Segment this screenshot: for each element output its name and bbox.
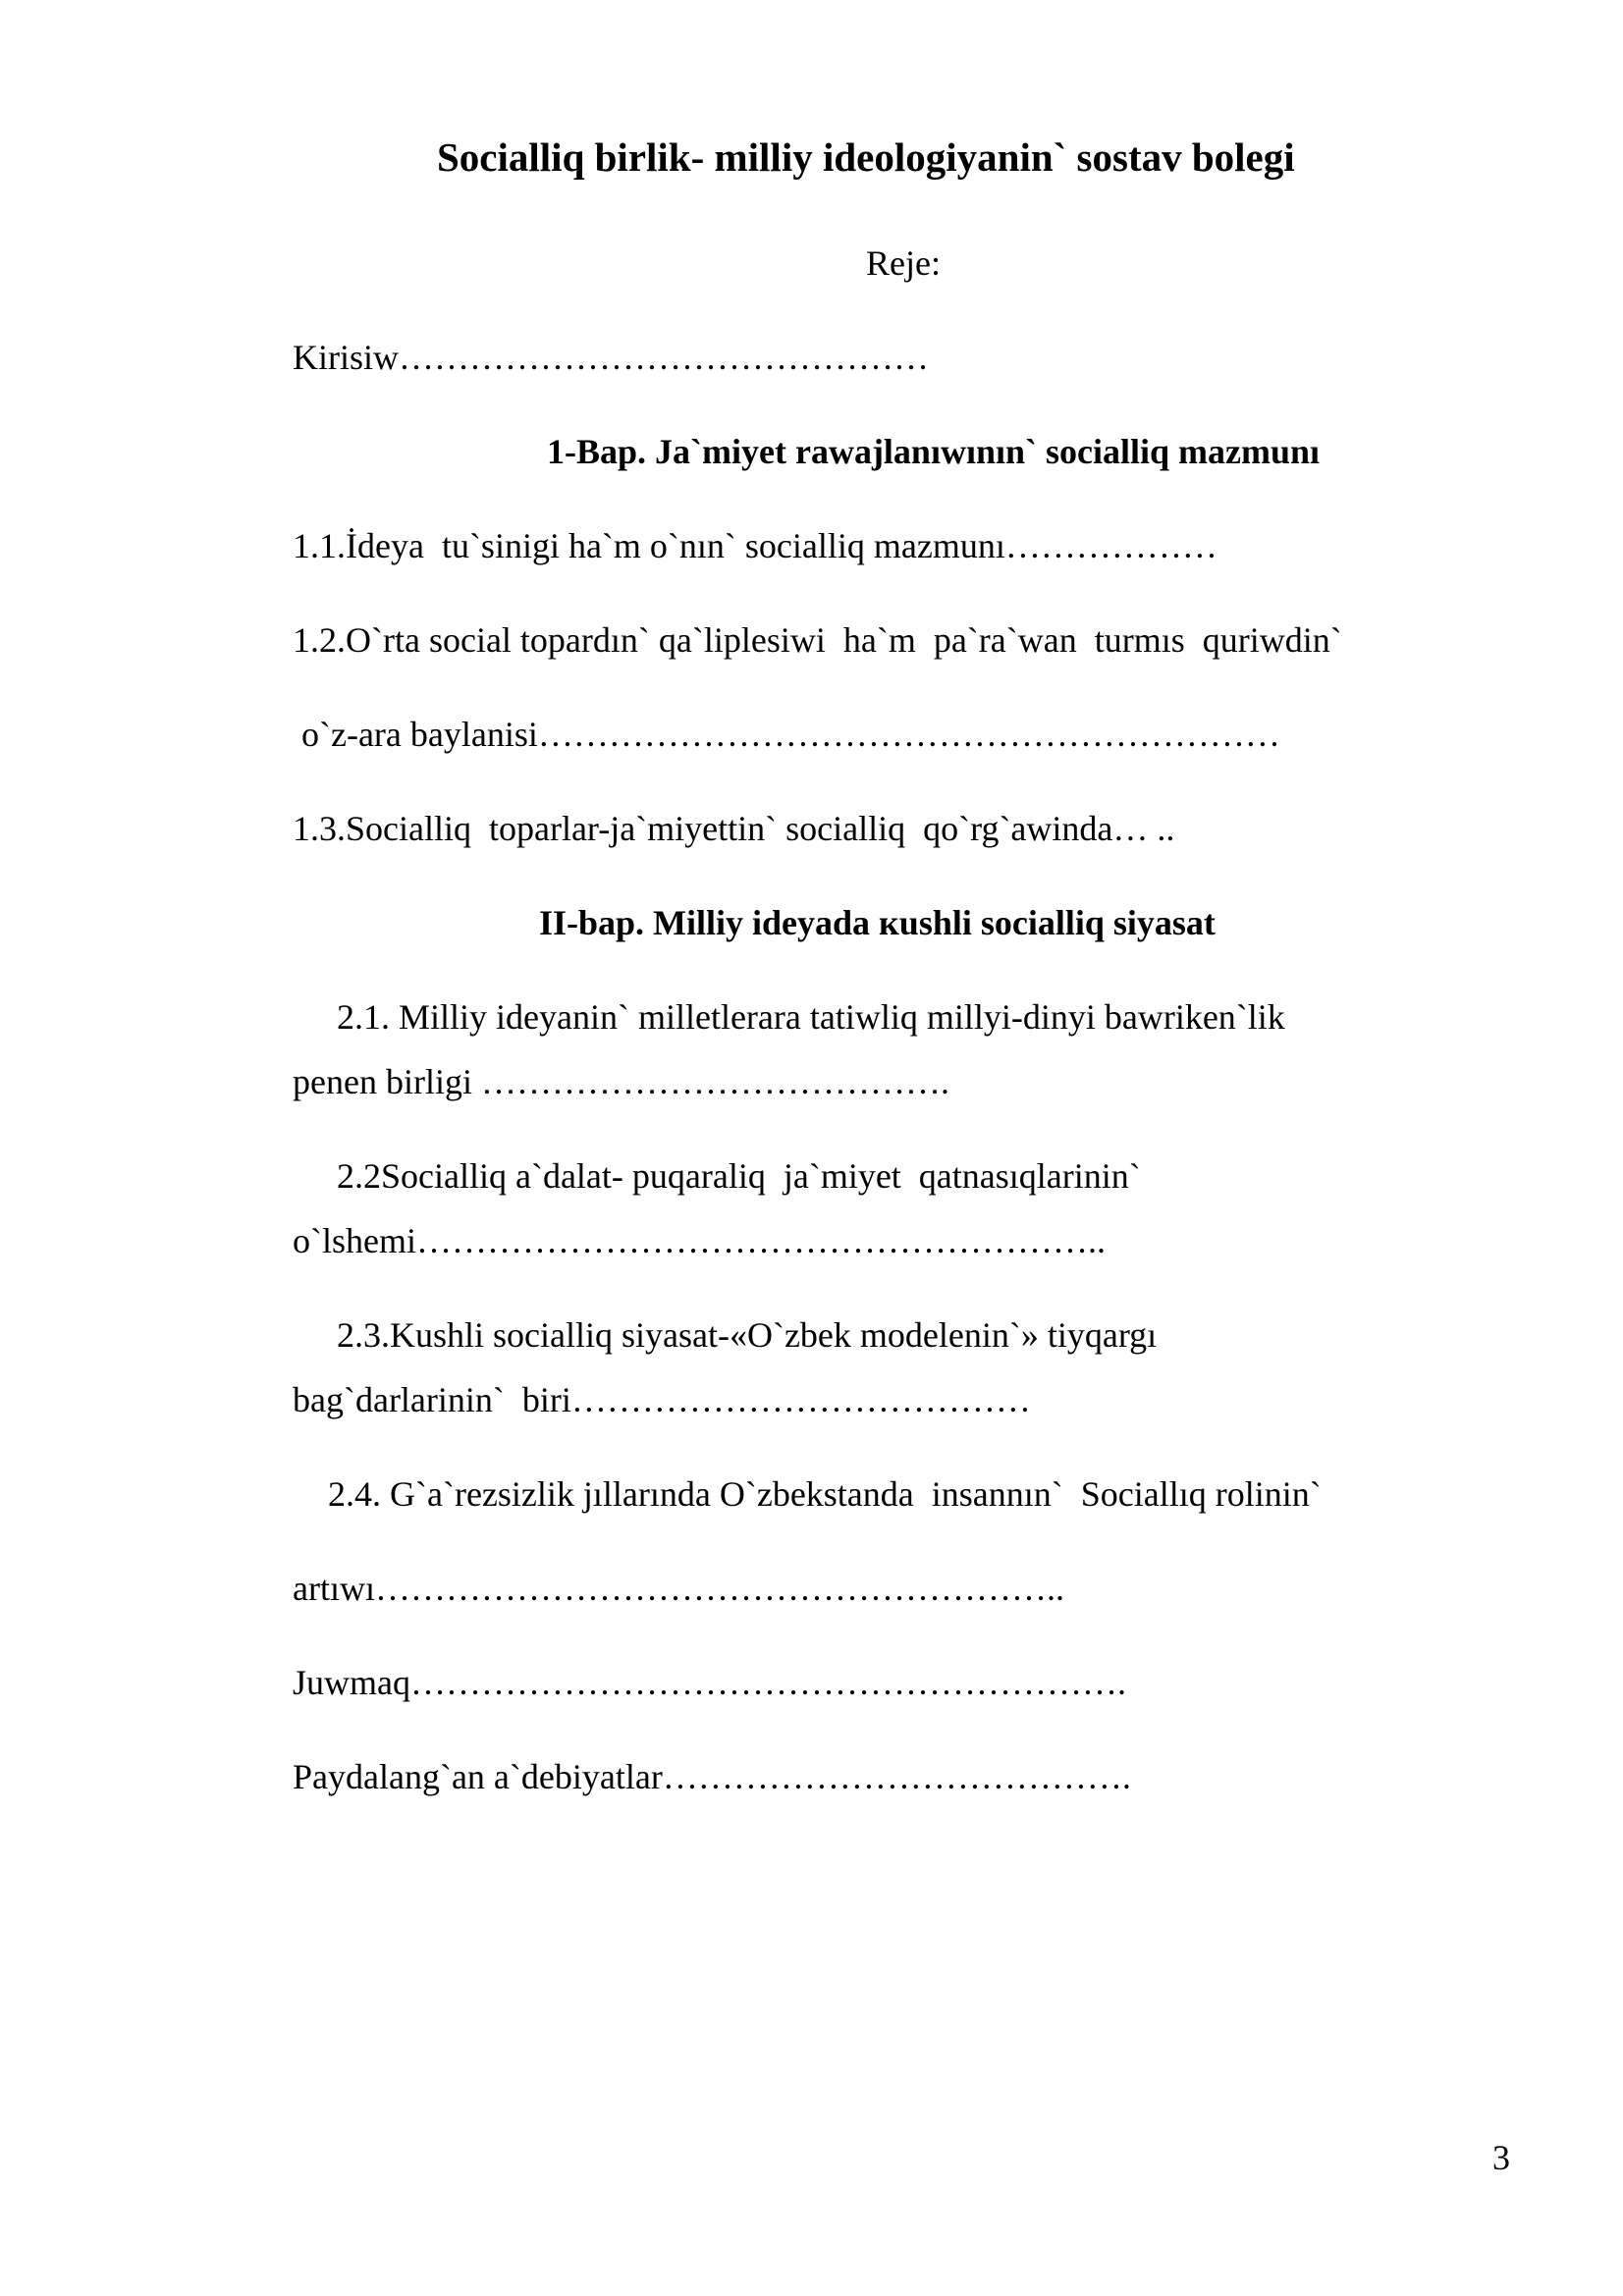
toc-references: Paydalang`an a`debiyatlar…………………………………. (293, 1757, 1131, 1796)
toc-item-2-1-line2: penen birligi …………………………………. (293, 1062, 949, 1101)
toc-item-2-3-line1: 2.3.Kushli socialliq siyasat-«O`zbek modelenin`» tiyqargı (293, 1315, 1158, 1355)
toc-item-2-1-line1: 2.1. Milliy ideyanin` milletlerara tatiwliq millyi-dinyi bawriken`lik (293, 997, 1285, 1037)
toc-item-2-3-line2: bag`darlarinin` biri………………………………… (293, 1380, 1031, 1419)
toc-item-2-2-line2: o`lshemi………………………………………………….. (293, 1221, 1106, 1260)
toc-item-2-4-line2: artıwı………………………………………………….. (293, 1569, 1064, 1608)
toc-item-1-3: 1.3.Socialliq toparlar-ja`miyettin` socialliq qo`rg`awinda… .. (293, 809, 1175, 848)
plan-label: Reje: (866, 243, 941, 283)
toc-item-1-1: 1.1.İdeya tu`sinigi ha`m o`nın` socialliq mazmunı……………… (293, 526, 1217, 565)
chapter1-heading: 1-Bap. Ja`miyet rawajlanıwının` socialliq mazmunı (547, 432, 1321, 471)
toc-item-2-2-line1: 2.2Socialliq a`dalat- puqaraliq ja`miyet qatnasıqlarinin` (293, 1156, 1141, 1196)
chapter2-heading: II-bap. Milliy ideyada кushli socialliq siyasat (539, 903, 1216, 942)
toc-intro: Kirisiw……………………………………… (293, 338, 929, 377)
toc-item-2-4-line1: 2.4. G`a`rezsizlik jıllarında O`zbekstanda insannın` Sociallıq rolinin` (293, 1474, 1322, 1514)
page-number: 3 (1492, 2138, 1510, 2177)
toc-item-1-2-line1: 1.2.O`rta social topardın` qa`liplesiwi ha`m pa`ra`wan turmıs quriwdin` (293, 620, 1342, 660)
toc-item-1-2-line2: o`z-ara baylanisi……………………………………………………… (293, 715, 1280, 754)
document-title: Socialliq birlik- milliy ideologiyanin` sostav bolegi (437, 134, 1295, 180)
toc-conclusion: Juwmaq……………………………………………………. (293, 1663, 1126, 1702)
